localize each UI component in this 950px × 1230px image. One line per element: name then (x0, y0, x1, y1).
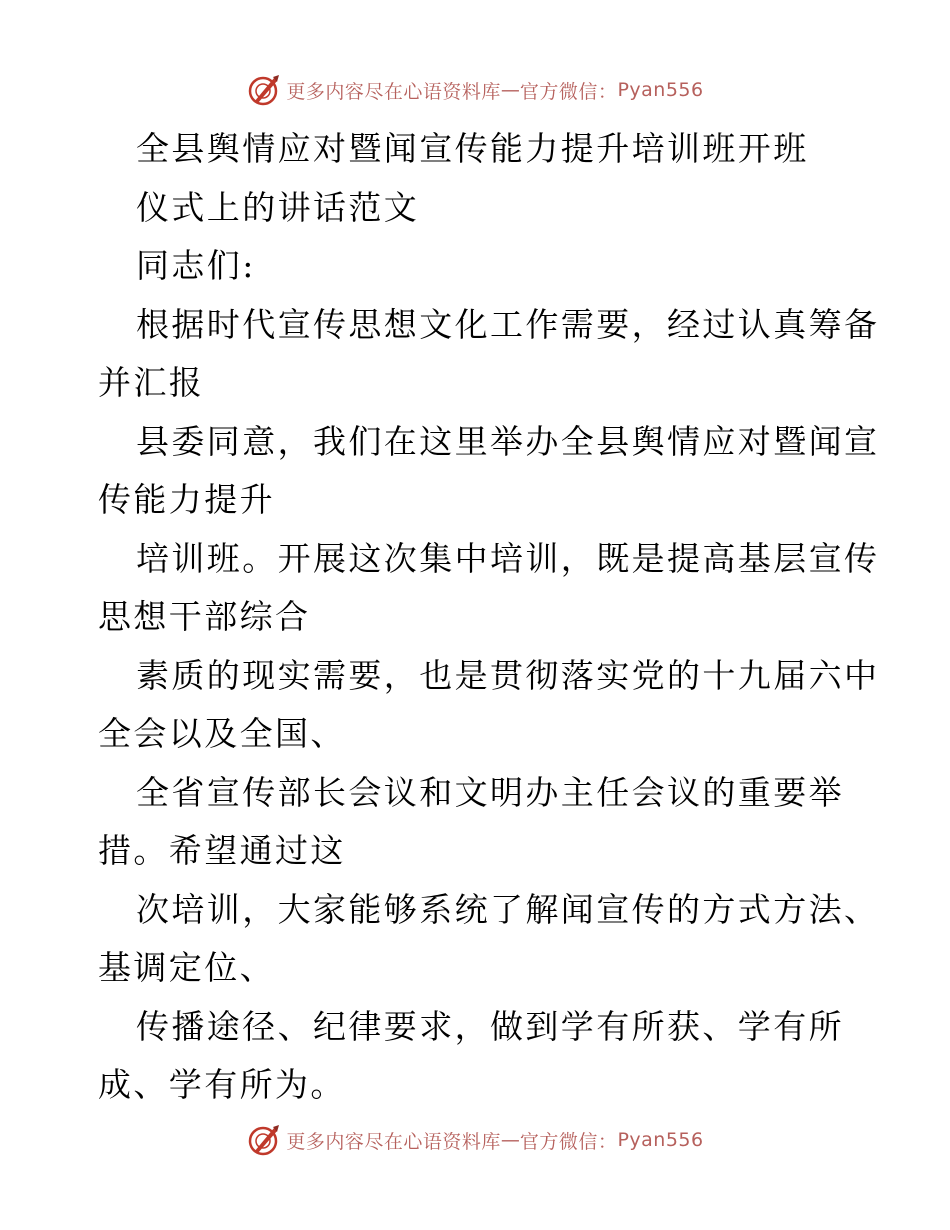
paragraph-line: 成、学有所为。 (98, 1065, 346, 1104)
header-watermark (0, 70, 950, 110)
watermark-dash: — (500, 1129, 520, 1151)
quill-pen-logo-icon (246, 72, 282, 108)
salutation: 同志们: (136, 246, 256, 285)
paragraph-line: 传能力提升 (98, 480, 275, 519)
watermark-wechat-id: Pyan556 (617, 79, 704, 101)
paragraph-line: 传播途径、纪律要求，做到学有所获、学有所 (136, 1006, 844, 1046)
document-title-line-2: 仪式上的讲话范文 (136, 187, 420, 227)
quill-pen-logo-icon (246, 1122, 282, 1158)
watermark-wechat-label: 官方微信： (519, 1130, 618, 1153)
paragraph-line: 素质的现实需要，也是贯彻落实党的十九届六中 (136, 655, 880, 695)
watermark-dash: — (500, 79, 520, 101)
paragraph-line: 思想干部综合 (98, 597, 311, 636)
paragraph-line: 培训班。开展这次集中培训，既是提高基层宣传 (136, 538, 880, 578)
paragraph-line: 并汇报 (98, 363, 205, 402)
paragraph-line: 根据时代宣传思想文化工作需要，经过认真筹备 (136, 304, 880, 344)
paragraph-line: 次培训，大家能够系统了解闻宣传的方式方法、 (136, 889, 880, 929)
watermark-text: 更多内容尽在心语资料库 (286, 80, 501, 103)
watermark-text: 更多内容尽在心语资料库 (286, 1130, 501, 1153)
watermark-wechat-label: 官方微信： (519, 80, 618, 103)
watermark-wechat-id: Pyan556 (617, 1129, 704, 1151)
paragraph-line: 全省宣传部长会议和文明办主任会议的重要举 (136, 772, 844, 812)
paragraph-line: 县委同意，我们在这里举办全县舆情应对暨闻宣 (136, 421, 880, 461)
footer-watermark (0, 1120, 950, 1160)
document-body (98, 120, 880, 1115)
paragraph-line: 措。希望通过这 (98, 831, 346, 870)
paragraph-line: 基调定位、 (98, 948, 275, 987)
paragraph-line: 全会以及全国、 (98, 714, 346, 753)
document-title-line-1: 全县舆情应对暨闻宣传能力提升培训班开班 (136, 129, 809, 168)
